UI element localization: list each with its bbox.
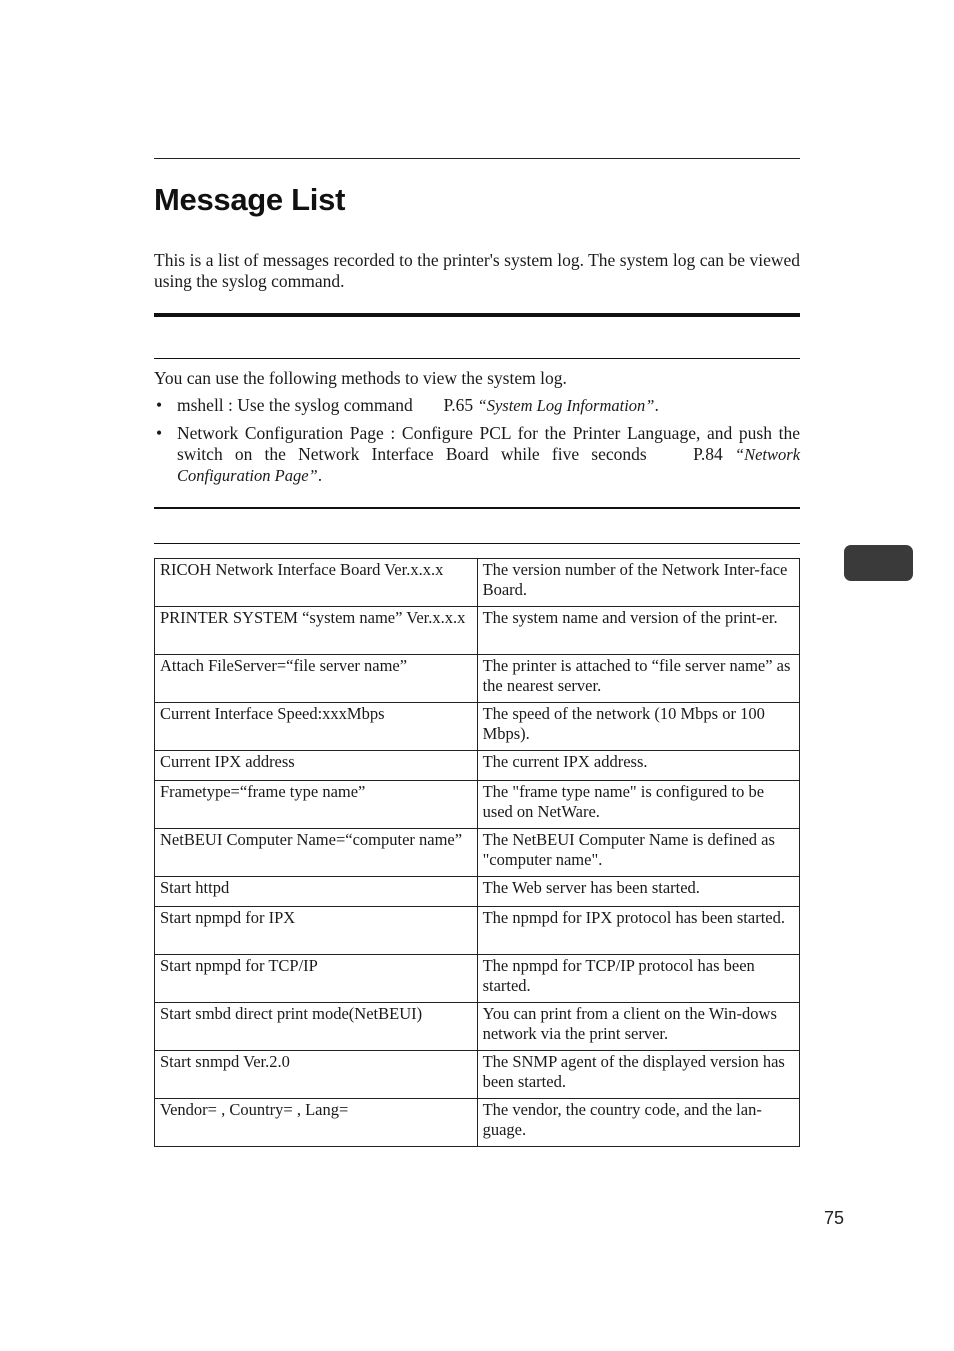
message-cell: Frametype=“frame type name” bbox=[155, 781, 478, 829]
reference-title[interactable]: “Network Configuration Page” bbox=[177, 445, 801, 485]
message-cell: Start npmpd for IPX bbox=[155, 907, 478, 955]
message-cell: RICOH Network Interface Board Ver.x.x.x bbox=[155, 559, 478, 607]
header-rule bbox=[154, 158, 800, 159]
table-row bbox=[155, 877, 800, 907]
section-rule-thick bbox=[154, 313, 800, 317]
message-cell: Vendor= , Country= , Lang= bbox=[155, 1099, 478, 1147]
meaning-cell: The printer is attached to “file server name” as the nearest server. bbox=[477, 655, 799, 703]
meaning-cell: The speed of the network (10 Mbps or 100 Mbps). bbox=[477, 703, 799, 751]
table-row bbox=[155, 1099, 800, 1147]
method-text: Network Configuration Page : Configure PCL for the Printer Language, and push the switch on the Network Interface Board while five seconds bbox=[177, 423, 800, 464]
table-row bbox=[155, 1051, 800, 1099]
meaning-cell: The Web server has been started. bbox=[477, 877, 799, 907]
message-cell: Current IPX address bbox=[155, 751, 478, 781]
bullet-icon: • bbox=[156, 423, 163, 443]
chapter-tab bbox=[844, 545, 913, 581]
meaning-cell: The version number of the Network Inter-face Board. bbox=[477, 559, 799, 607]
table-row bbox=[155, 559, 800, 607]
table-row bbox=[155, 829, 800, 877]
section-rule-thin bbox=[154, 358, 800, 359]
reference-end: . bbox=[317, 465, 323, 485]
reference-end: . bbox=[654, 395, 659, 415]
list-item bbox=[154, 395, 800, 416]
meaning-cell: The NetBEUI Computer Name is defined as "computer name". bbox=[477, 829, 799, 877]
methods-list bbox=[154, 395, 800, 493]
table-row bbox=[155, 607, 800, 655]
meaning-cell: The system name and version of the print-er. bbox=[477, 607, 799, 655]
methods-lead: You can use the following methods to view the system log. bbox=[154, 368, 567, 388]
meaning-cell: The npmpd for IPX protocol has been started. bbox=[477, 907, 799, 955]
intro-paragraph: This is a list of messages recorded to the printer's system log. The system log can be viewed using the syslog command. bbox=[154, 250, 800, 291]
reference-title[interactable]: “System Log Information” bbox=[477, 396, 655, 415]
reference-page[interactable]: P.84 bbox=[693, 444, 723, 464]
table-row bbox=[155, 655, 800, 703]
message-cell: Current Interface Speed:xxxMbps bbox=[155, 703, 478, 751]
table-row bbox=[155, 907, 800, 955]
meaning-cell: The vendor, the country code, and the lan-guage. bbox=[477, 1099, 799, 1147]
table-row bbox=[155, 751, 800, 781]
list-item bbox=[154, 423, 800, 486]
page-number: 75 bbox=[824, 1208, 845, 1228]
page-title: Message List bbox=[154, 182, 346, 217]
table-row bbox=[155, 703, 800, 751]
message-cell: PRINTER SYSTEM “system name” Ver.x.x.x bbox=[155, 607, 478, 655]
bullet-icon: • bbox=[156, 395, 163, 415]
meaning-cell: The current IPX address. bbox=[477, 751, 799, 781]
message-cell: Start smbd direct print mode(NetBEUI) bbox=[155, 1003, 478, 1051]
message-cell: Start httpd bbox=[155, 877, 478, 907]
method-text: mshell : Use the syslog command bbox=[177, 395, 413, 415]
message-cell: Attach FileServer=“file server name” bbox=[155, 655, 478, 703]
section-rule-thin bbox=[154, 543, 800, 544]
section-rule-thick bbox=[154, 507, 800, 509]
message-table bbox=[154, 558, 800, 1147]
table-row bbox=[155, 1003, 800, 1051]
meaning-cell: You can print from a client on the Win-dows network via the print server. bbox=[477, 1003, 799, 1051]
reference-page[interactable]: P.65 bbox=[443, 395, 474, 415]
meaning-cell: The "frame type name" is configured to be used on NetWare. bbox=[477, 781, 799, 829]
message-cell: Start npmpd for TCP/IP bbox=[155, 955, 478, 1003]
meaning-cell: The SNMP agent of the displayed version has been started. bbox=[477, 1051, 799, 1099]
meaning-cell: The npmpd for TCP/IP protocol has been started. bbox=[477, 955, 799, 1003]
message-cell: NetBEUI Computer Name=“computer name” bbox=[155, 829, 478, 877]
table-row bbox=[155, 781, 800, 829]
table-row bbox=[155, 955, 800, 1003]
message-cell: Start snmpd Ver.2.0 bbox=[155, 1051, 478, 1099]
